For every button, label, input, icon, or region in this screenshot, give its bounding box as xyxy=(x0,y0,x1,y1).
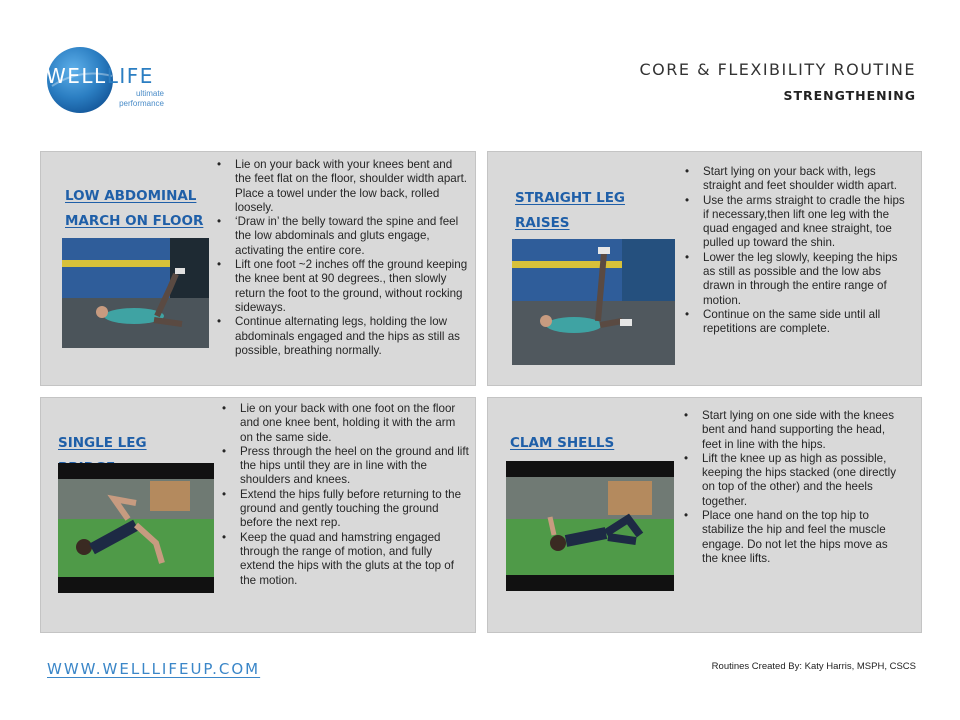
logo-wordmark xyxy=(46,66,154,86)
exercise-panel-single-leg-bridge xyxy=(40,397,476,633)
exercise-photo-straight-leg-raises xyxy=(512,239,675,365)
logo-tagline-performance: performance xyxy=(119,99,164,108)
logo-tagline-ultimate: ultimate xyxy=(135,89,164,98)
instruction-item: • Extend the hips fully before returning to the ground and gently touching the ground before the next rep. xyxy=(218,488,470,531)
exercise-panel-low-abdominal-march xyxy=(40,151,476,386)
exercise-instructions xyxy=(218,402,470,588)
exercise-photo-clam-shells xyxy=(506,461,674,591)
exercise-photo-single-leg-bridge xyxy=(58,463,214,593)
exercise-panel-straight-leg-raises xyxy=(487,151,922,386)
instruction-item: • Press through the heel on the ground and lift the hips until they are in line with the shoulders and knees. xyxy=(218,445,470,488)
exercise-title[interactable]: CLAM SHELLS xyxy=(510,435,615,451)
author-credit: Routines Created By: Katy Harris, MSPH, CSCS xyxy=(711,661,916,672)
instruction-item: • Lie on your back with one foot on the floor and one knee bent, holding it with the arm on the same side. xyxy=(218,402,470,445)
exercise-title[interactable]: SINGLE LEG xyxy=(58,435,147,451)
woman-lying-on-back-marching-photo xyxy=(62,238,209,348)
instruction-item: • Start lying on one side with the knees bent and hand supporting the head, feet in line with the hips. xyxy=(680,409,905,452)
instruction-item: • Lie on your back with your knees bent and the feet flat on the floor, shoulder width apart. Place a towel under the low back, rolled loosely. xyxy=(213,158,471,215)
instruction-item: • Start lying on your back with, legs straight and feet shoulder width apart. xyxy=(681,165,906,194)
document-subtitle: STRENGTHENING xyxy=(783,88,916,103)
woman-single-leg-bridge-on-turf-photo xyxy=(58,463,214,593)
exercise-instructions xyxy=(681,165,906,337)
logo-word-well: WELL xyxy=(46,64,107,88)
website-link[interactable]: WWW.WELLLIFEUP.COM xyxy=(47,660,261,678)
exercise-panel-clam-shells xyxy=(487,397,922,633)
woman-lying-raising-straight-leg-photo xyxy=(512,239,675,365)
document-title: CORE & FLEXIBILITY ROUTINE xyxy=(639,60,916,79)
instruction-item: • Continue on the same side until all repetitions are complete. xyxy=(681,308,906,337)
instruction-item: • Place one hand on the top hip to stabilize the hip and feel the muscle engage. Do not let the hips move as the knee lifts. xyxy=(680,509,905,566)
exercise-instructions xyxy=(213,158,471,358)
instruction-item: • ‘Draw in’ the belly toward the spine and feel the low abdominals and gluts engage, activating the entire core. xyxy=(213,215,471,258)
instruction-item: • Lift the knee up as high as possible, keeping the hips stacked (one directly on top of the other) and the heels together. xyxy=(680,452,905,509)
logo-word-life: LIFE xyxy=(106,64,154,88)
exercise-photo-low-abdominal-march xyxy=(62,238,209,348)
instruction-item: • Keep the quad and hamstring engaged through the range of motion, and fully extend the hips with the gluts at the top of the motion. xyxy=(218,531,470,588)
instruction-item: • Use the arms straight to cradle the hips if necessary,then lift one leg with the quad engaged and knee straight, toe pulled up toward the shin. xyxy=(681,194,906,251)
exercise-title[interactable]: LOW ABDOMINAL MARCH ON FLOOR xyxy=(65,188,204,229)
exercise-title[interactable]: STRAIGHT LEG RAISES xyxy=(515,190,625,231)
instruction-item: • Continue alternating legs, holding the low abdominals engaged and the hips as still as possible, breathing normally. xyxy=(213,315,471,358)
welllife-logo xyxy=(42,46,164,116)
exercise-instructions xyxy=(680,409,905,566)
woman-side-lying-clam-shell-on-turf-photo xyxy=(506,461,674,591)
instruction-item: • Lower the leg slowly, keeping the hips as still as possible and the low abs drawn in through the entire range of motion. xyxy=(681,251,906,308)
instruction-item: • Lift one foot ~2 inches off the ground keeping the knee bent at 90 degrees., then slowly return the foot to the ground, without rocking sideways. xyxy=(213,258,471,315)
